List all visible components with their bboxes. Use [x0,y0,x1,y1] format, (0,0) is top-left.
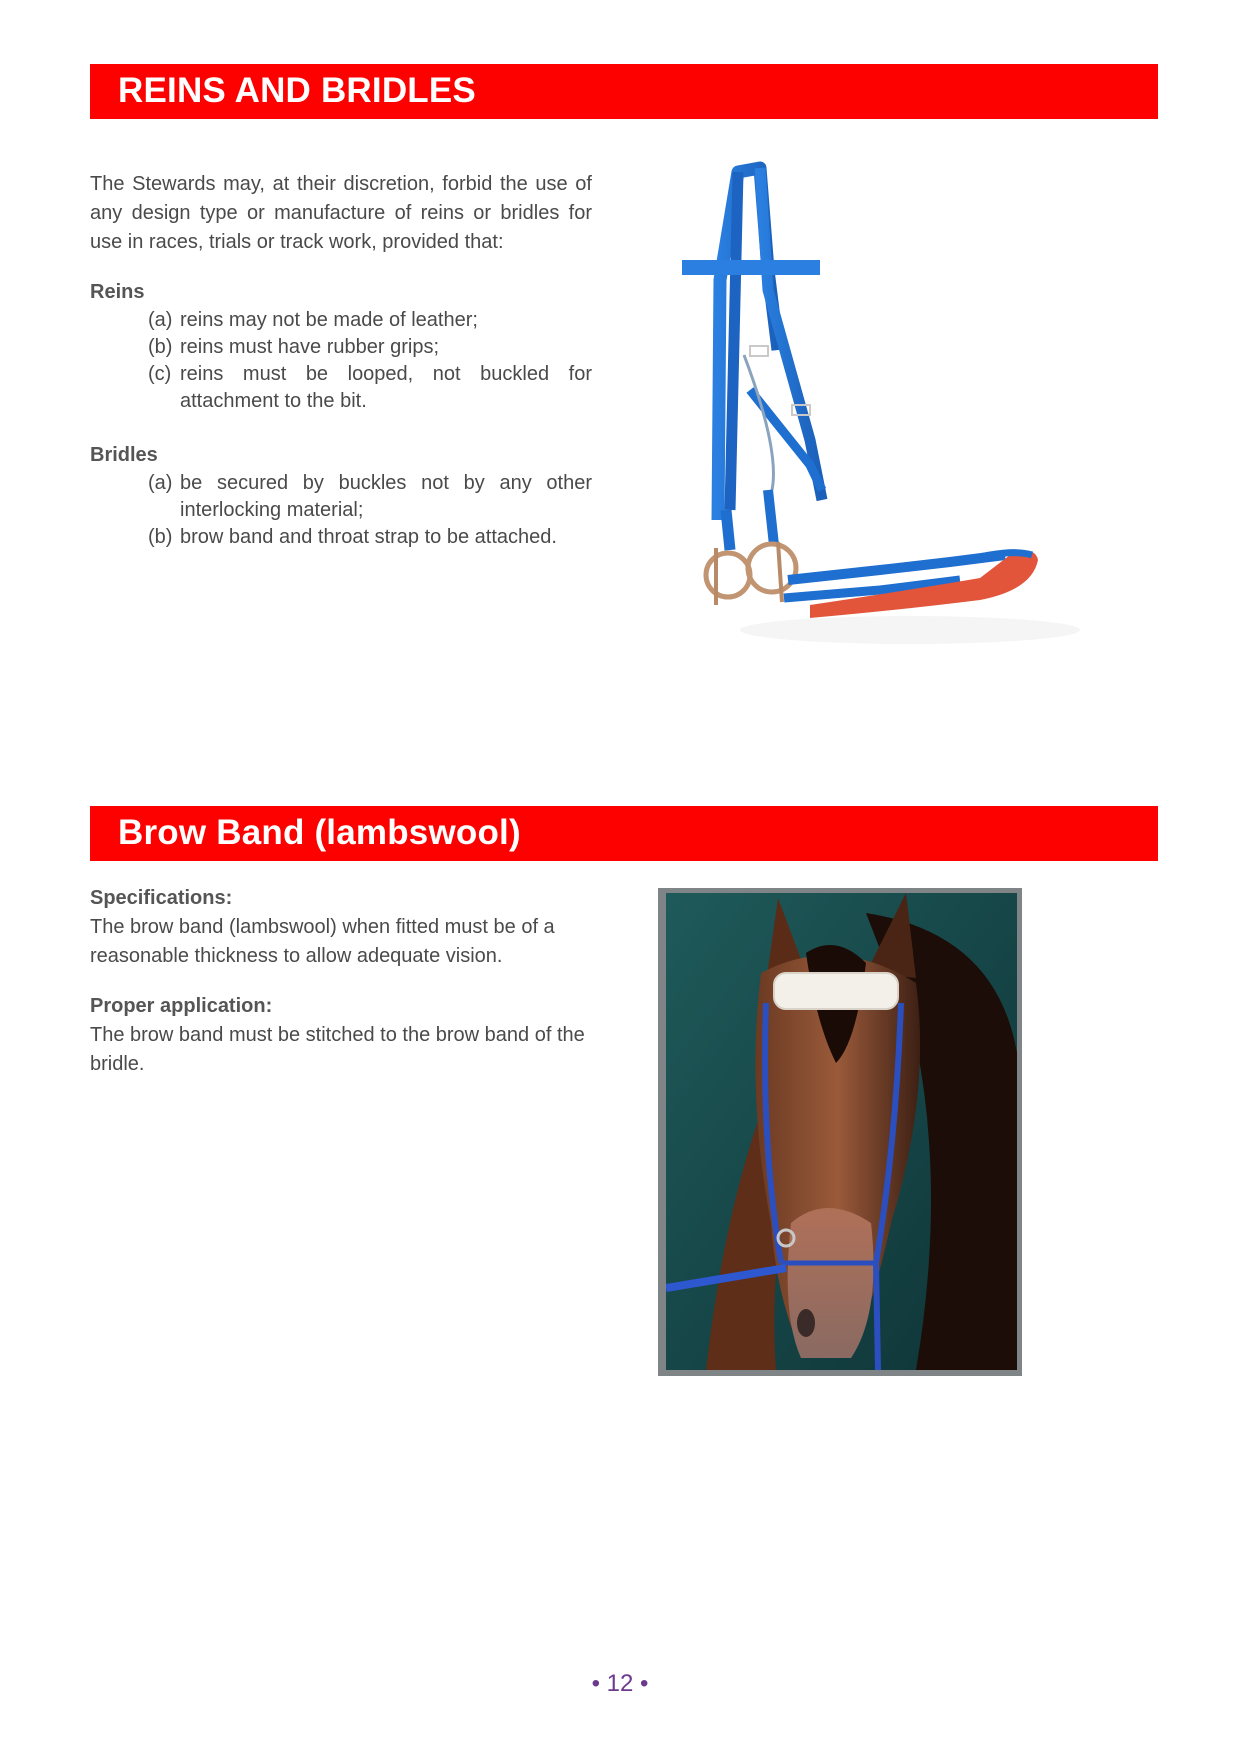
section-banner-brow-band [90,806,1158,861]
reins-heading: Reins [90,281,145,303]
proper-application-block [90,992,592,1079]
list-item-text: brow band and throat strap to be attached. [180,526,557,548]
list-marker: (a) [148,309,173,331]
list-item [90,361,592,415]
list-marker: (b) [148,336,173,358]
list-item-text: reins must have rubber grips; [180,336,440,358]
proper-application-text: The brow band must be stitched to the brow band of the bridle. [90,1024,585,1075]
bridles-heading: Bridles [90,444,158,466]
section-title: Brow Band (lambswool) [118,813,521,852]
horse-photo-icon [658,888,1022,1376]
horse-photo-svg [666,893,1017,1370]
specifications-heading: Specifications: [90,887,233,909]
reins-list [90,307,592,415]
bridle-illustration-icon [660,150,1100,680]
section-title: REINS AND BRIDLES [118,71,476,110]
list-marker: (a) [148,472,173,494]
list-item [90,334,592,361]
list-item [90,470,592,524]
specifications-text: The brow band (lambswool) when fitted must be of a reasonable thickness to allow adequate vision. [90,916,555,967]
specifications-block [90,884,592,971]
list-item [90,524,592,551]
list-item-text: be secured by buckles not by any other interlocking material; [180,472,592,521]
section-banner-reins [90,64,1158,119]
list-item [90,307,592,334]
bridle-svg [660,150,1100,680]
intro-paragraph: The Stewards may, at their discretion, forbid the use of any design type or manufacture of reins or bridles for use in races, trials or track work, provided that: [90,173,592,253]
list-item-text: reins may not be made of leather; [180,309,478,331]
bridles-list [90,470,592,551]
reins-block [90,278,592,415]
proper-application-heading: Proper application: [90,995,273,1017]
list-marker: (b) [148,526,173,548]
list-item-text: reins must be looped, not buckled for attachment to the bit. [180,363,592,412]
bridles-block [90,441,592,551]
list-marker: (c) [148,363,172,385]
page-number: • 12 • [591,1670,649,1697]
